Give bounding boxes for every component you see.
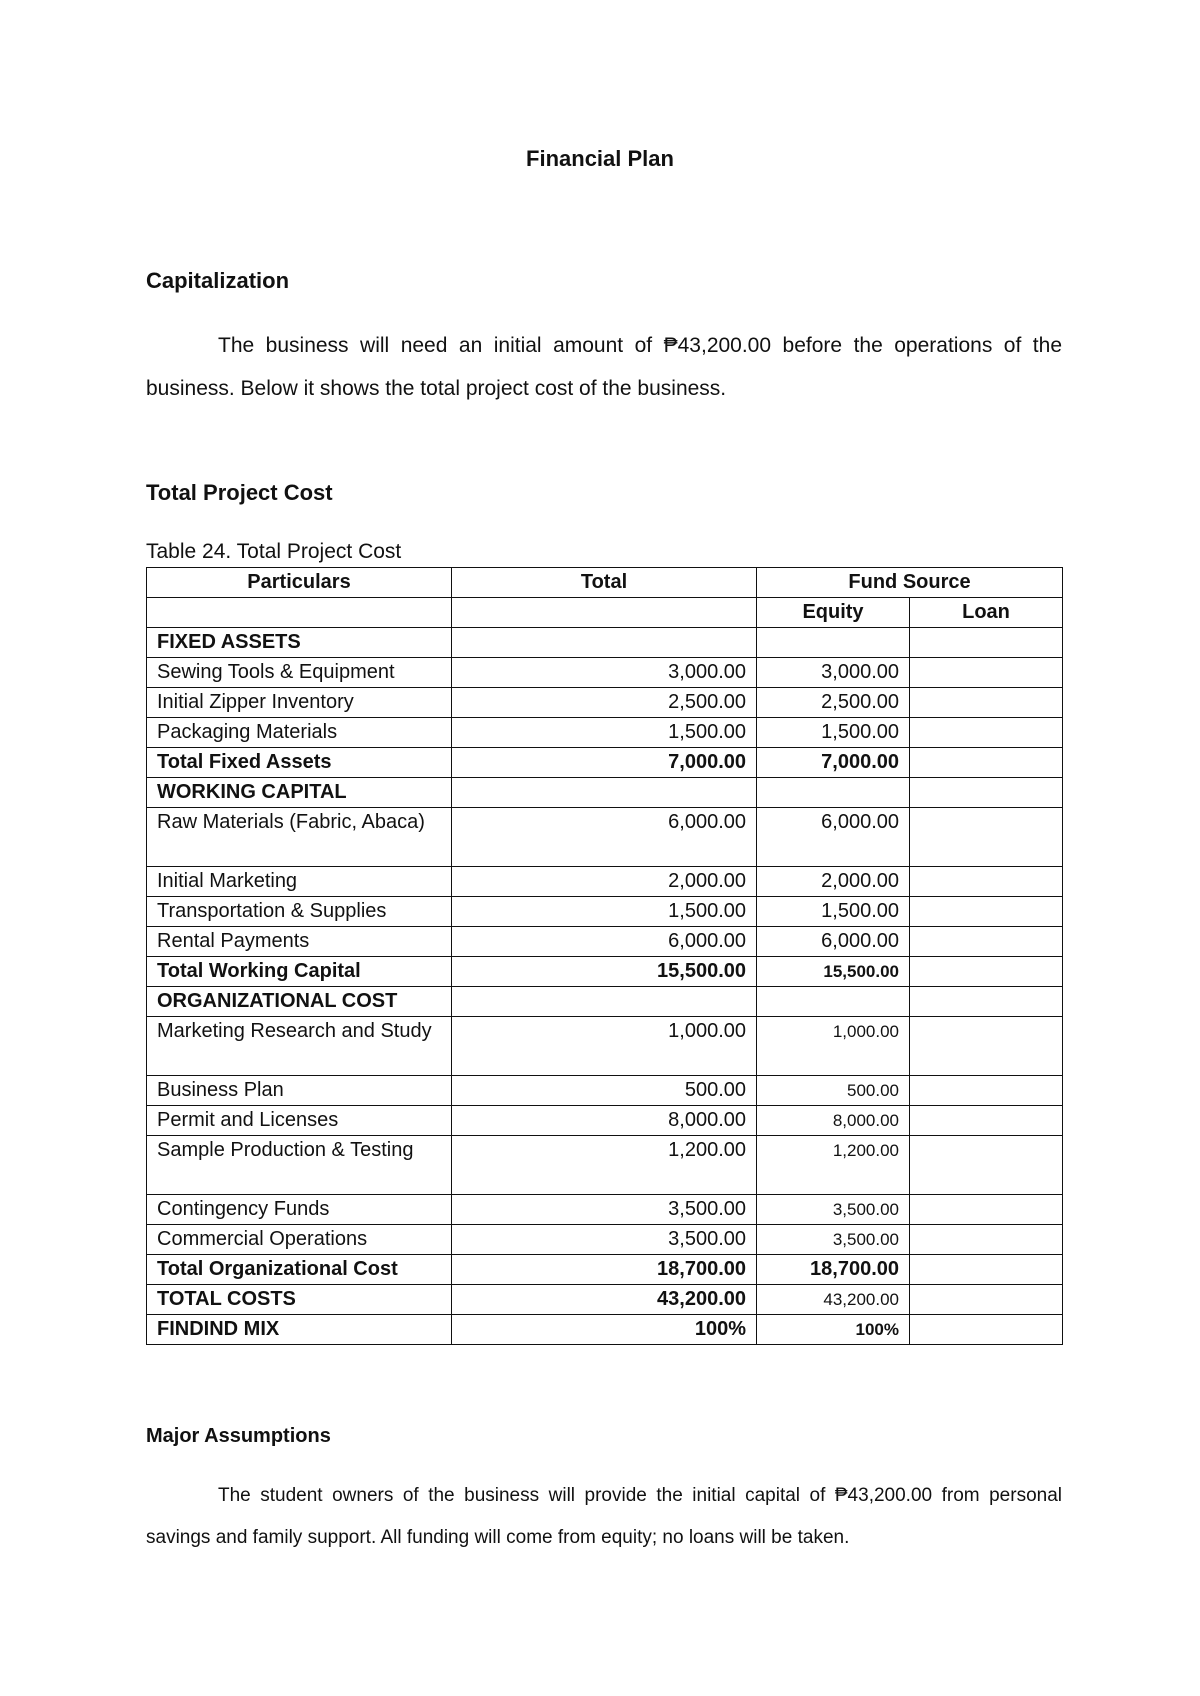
row-total: 1,000.00 — [452, 1017, 757, 1076]
row-total: 8,000.00 — [452, 1106, 757, 1136]
table-row — [147, 1225, 1063, 1255]
row-equity: 18,700.00 — [757, 1255, 910, 1285]
table-row-funding-mix — [147, 1315, 1063, 1345]
total-project-cost-heading: Total Project Cost — [146, 480, 333, 505]
subheader-empty-particulars — [147, 598, 452, 628]
table-row-total — [147, 957, 1063, 987]
major-assumptions-heading: Major Assumptions — [146, 1425, 331, 1447]
table-caption: Table 24. Total Project Cost — [146, 540, 402, 563]
row-label: Marketing Research and Study — [147, 1017, 452, 1076]
table-row — [147, 658, 1063, 688]
row-equity: 1,500.00 — [757, 897, 910, 927]
row-loan — [910, 1225, 1063, 1255]
row-loan — [910, 1315, 1063, 1345]
row-loan — [910, 718, 1063, 748]
row-equity: 2,500.00 — [757, 688, 910, 718]
table-row — [147, 1076, 1063, 1106]
row-total: 1,500.00 — [452, 718, 757, 748]
row-label: Packaging Materials — [147, 718, 452, 748]
row-loan — [910, 1195, 1063, 1225]
table-row-total-costs — [147, 1285, 1063, 1315]
row-equity: 1,200.00 — [757, 1136, 910, 1195]
table-row — [147, 867, 1063, 897]
row-label: Rental Payments — [147, 927, 452, 957]
table-row — [147, 1017, 1063, 1076]
row-equity: 15,500.00 — [757, 957, 910, 987]
table-row — [147, 778, 1063, 808]
row-total: 6,000.00 — [452, 927, 757, 957]
row-loan — [910, 748, 1063, 778]
subheader-empty-total — [452, 598, 757, 628]
row-equity — [757, 987, 910, 1017]
row-label: FIXED ASSETS — [147, 628, 452, 658]
row-loan — [910, 808, 1063, 867]
row-total: 7,000.00 — [452, 748, 757, 778]
row-equity: 43,200.00 — [757, 1285, 910, 1315]
row-total: 2,500.00 — [452, 688, 757, 718]
row-total: 3,000.00 — [452, 658, 757, 688]
row-label: TOTAL COSTS — [147, 1285, 452, 1315]
row-label: Contingency Funds — [147, 1195, 452, 1225]
table-body — [147, 628, 1063, 1345]
row-total — [452, 987, 757, 1017]
row-loan — [910, 1017, 1063, 1076]
row-loan — [910, 1136, 1063, 1195]
row-equity: 3,500.00 — [757, 1195, 910, 1225]
row-total — [452, 628, 757, 658]
row-total: 100% — [452, 1315, 757, 1345]
table-row-total — [147, 1255, 1063, 1285]
row-label: Raw Materials (Fabric, Abaca) — [147, 808, 452, 867]
row-label: FINDIND MIX — [147, 1315, 452, 1345]
row-equity — [757, 628, 910, 658]
row-total: 18,700.00 — [452, 1255, 757, 1285]
row-equity: 100% — [757, 1315, 910, 1345]
row-loan — [910, 927, 1063, 957]
row-loan — [910, 1255, 1063, 1285]
row-label: Total Fixed Assets — [147, 748, 452, 778]
row-total: 2,000.00 — [452, 867, 757, 897]
row-loan — [910, 778, 1063, 808]
row-label: Business Plan — [147, 1076, 452, 1106]
capitalization-heading: Capitalization — [146, 268, 290, 293]
row-label: Sample Production & Testing — [147, 1136, 452, 1195]
table-row — [147, 688, 1063, 718]
row-label: Commercial Operations — [147, 1225, 452, 1255]
table-row — [147, 718, 1063, 748]
row-label: ORGANIZATIONAL COST — [147, 987, 452, 1017]
row-label: Transportation & Supplies — [147, 897, 452, 927]
major-assumptions-paragraph: The student owners of the business will provide the initial capital of ₱43,200.00 from personal savings and family support. All funding will come from equity; no loans will be taken. — [146, 1485, 1062, 1548]
table-row — [147, 987, 1063, 1017]
header-fund-source: Fund Source — [757, 568, 1063, 598]
row-total: 3,500.00 — [452, 1195, 757, 1225]
row-label: WORKING CAPITAL — [147, 778, 452, 808]
row-label: Permit and Licenses — [147, 1106, 452, 1136]
row-label: Total Working Capital — [147, 957, 452, 987]
row-loan — [910, 1076, 1063, 1106]
table-row — [147, 927, 1063, 957]
row-total: 500.00 — [452, 1076, 757, 1106]
table-header-row — [147, 568, 1063, 598]
capitalization-paragraph: The business will need an initial amount of ₱43,200.00 before the operations of the business. Below it shows the total project cost of the business. — [146, 334, 1062, 400]
row-label: Initial Zipper Inventory — [147, 688, 452, 718]
row-equity: 6,000.00 — [757, 808, 910, 867]
row-equity: 3,000.00 — [757, 658, 910, 688]
table-row — [147, 1106, 1063, 1136]
table-row — [147, 1195, 1063, 1225]
header-particulars: Particulars — [147, 568, 452, 598]
row-loan — [910, 658, 1063, 688]
row-label: Initial Marketing — [147, 867, 452, 897]
row-equity: 500.00 — [757, 1076, 910, 1106]
row-total: 1,200.00 — [452, 1136, 757, 1195]
row-label: Total Organizational Cost — [147, 1255, 452, 1285]
table-row — [147, 808, 1063, 867]
document-title: Financial Plan — [526, 146, 674, 171]
table-row — [147, 1136, 1063, 1195]
row-loan — [910, 688, 1063, 718]
row-total: 6,000.00 — [452, 808, 757, 867]
row-loan — [910, 957, 1063, 987]
header-total: Total — [452, 568, 757, 598]
row-loan — [910, 897, 1063, 927]
row-equity: 3,500.00 — [757, 1225, 910, 1255]
table-subheader-row — [147, 598, 1063, 628]
header-equity: Equity — [757, 598, 910, 628]
row-total — [452, 778, 757, 808]
row-loan — [910, 1106, 1063, 1136]
row-equity: 6,000.00 — [757, 927, 910, 957]
row-label: Sewing Tools & Equipment — [147, 658, 452, 688]
row-equity: 1,500.00 — [757, 718, 910, 748]
total-project-cost-table — [146, 567, 1063, 1345]
table-row — [147, 897, 1063, 927]
row-loan — [910, 1285, 1063, 1315]
row-equity: 7,000.00 — [757, 748, 910, 778]
row-total: 1,500.00 — [452, 897, 757, 927]
row-equity — [757, 778, 910, 808]
row-total: 15,500.00 — [452, 957, 757, 987]
row-equity: 1,000.00 — [757, 1017, 910, 1076]
row-loan — [910, 987, 1063, 1017]
row-loan — [910, 628, 1063, 658]
table-row-total — [147, 748, 1063, 778]
row-equity: 8,000.00 — [757, 1106, 910, 1136]
table-row — [147, 628, 1063, 658]
header-loan: Loan — [910, 598, 1063, 628]
row-equity: 2,000.00 — [757, 867, 910, 897]
row-loan — [910, 867, 1063, 897]
row-total: 3,500.00 — [452, 1225, 757, 1255]
row-total: 43,200.00 — [452, 1285, 757, 1315]
